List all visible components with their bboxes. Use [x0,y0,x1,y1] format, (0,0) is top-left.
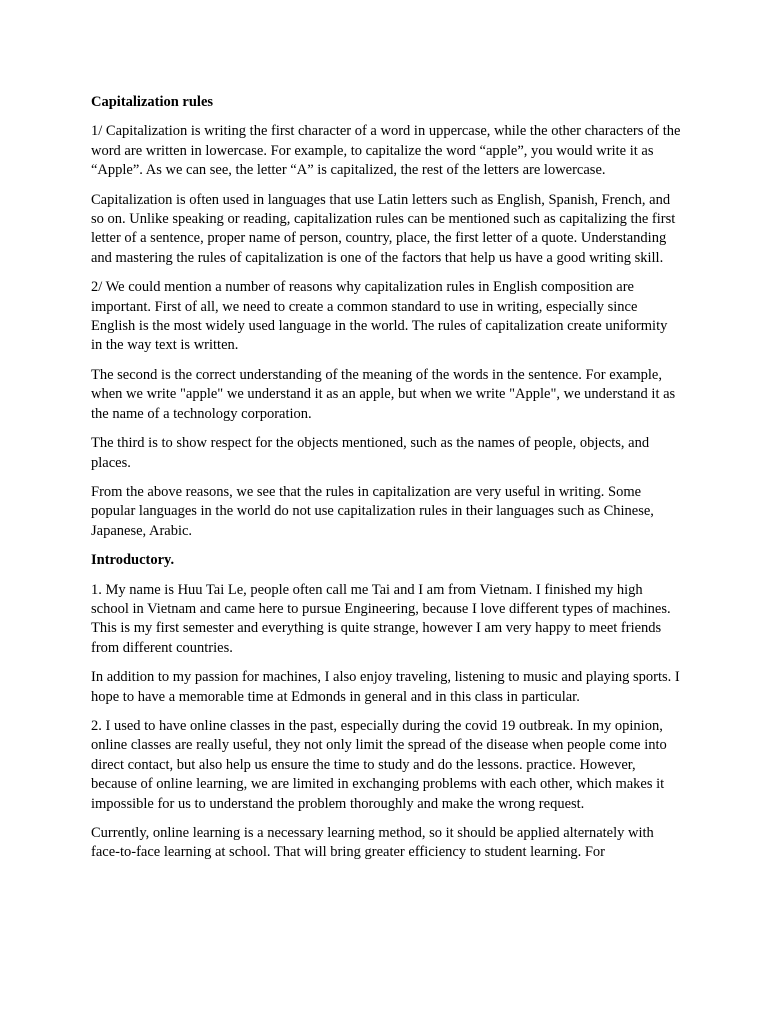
paragraph: The third is to show respect for the objects mentioned, such as the names of people, objects, and places. [91,435,650,471]
paragraph: The second is the correct understanding of the meaning of the words in the sentence. For example, when we write "apple" we understand it as an apple, but when we write "Apple", we understand it as the name of a technology corporation. [91,366,676,422]
paragraph: In addition to my passion for machines, I also enjoy traveling, listening to music and playing sports. I hope to have a memorable time at Edmonds in general and in this class in particular. [91,669,680,705]
paragraph: Capitalization is often used in languages that use Latin letters such as English, Spanish, French, and so on. Unlike speaking or reading, capitalization rules can be mentioned such as capitalizing the first letter of a sentence, proper name of person, country, place, the first letter of a quote. Understanding and mastering the rules of capitalization is one of the factors that help us have a good writing skill. [91,191,676,266]
paragraph: 2/ We could mention a number of reasons why capitalization rules in English composition are important. First of all, we need to create a common standard to use in writing, especially since English is the most widely used language in the world. The rules of capitalization create uniformity in the way text is written. [91,279,668,354]
paragraph: Currently, online learning is a necessary learning method, so it should be applied alternately with face-to-face learning at school. That will bring greater efficiency to student learning. For [91,825,654,861]
section-heading-introductory: Introductory. [91,552,175,569]
section-heading-capitalization-rules: Capitalization rules [91,94,214,110]
paragraph: 1. My name is Huu Tai Le, people often call me Tai and I am from Vietnam. I finished my high school in Vietnam and came here to pursue Engineering, because I love different types of machines. This is my first semester and everything is quite strange, however I am very happy to meet friends from different countries. [91,581,671,656]
paragraph: 1/ Capitalization is writing the first character of a word in uppercase, while the other characters of the word are written in lowercase. For example, to capitalize the word “apple”, you would write it as “Apple”. As we can see, the letter “A” is capitalized, the rest of the letters are lowercase. [91,123,681,179]
paragraph: From the above reasons, we see that the rules in capitalization are very useful in writing. Some popular languages in the world do not use capitalization rules in their languages such as Chinese, Japanese, Arabic. [91,483,654,539]
document-body [91,93,681,873]
paragraph: 2. I used to have online classes in the past, especially during the covid 19 outbreak. In my opinion, online classes are really useful, they not only limit the spread of the disease when people come into direct contact, but also help us ensure the time to study and do the lessons. practice. However, because of online learning, we are limited in exchanging problems with each other, which makes it impossible for us to understand the problem thoroughly and make the wrong request. [91,717,667,812]
